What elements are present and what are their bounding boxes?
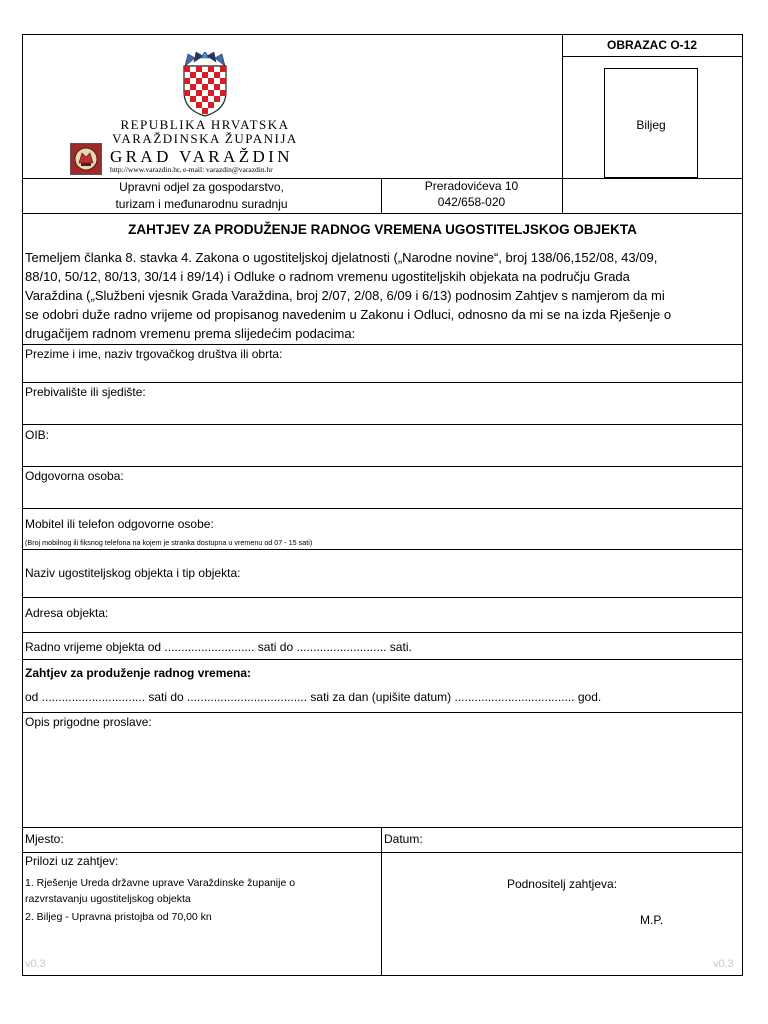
- applicant-signature-area[interactable]: [390, 895, 735, 955]
- row-line: [22, 549, 743, 550]
- form-code: OBRAZAC O-12: [606, 38, 697, 52]
- attachment-item-1b: razvrstavanju ugostiteljskog objekta: [25, 893, 191, 905]
- header-county: VARAŽDINSKA ŽUPANIJA: [112, 131, 298, 146]
- city-emblem-icon: [70, 143, 102, 175]
- header-web: http://www.varazdin.hr, e-mail: varazdin@varazdin.hr: [110, 165, 273, 174]
- field-extension-line[interactable]: od ............................... sati do .................................... sati za dan (upišite datum) .................................... god.: [25, 690, 602, 704]
- field-residence-label: Prebivalište ili sjedište:: [25, 385, 146, 399]
- row-line: [22, 712, 743, 713]
- header-republic: REPUBLIKA HRVATSKA: [120, 117, 290, 132]
- coat-of-arms-icon: [180, 52, 230, 118]
- department-line2: turizam i međunarodnu suradnju: [115, 197, 288, 211]
- intro-line-2: 88/10, 50/12, 80/13, 30/14 i 89/14) i Odluke o radnom vremenu ugostiteljskih objekata na području Grada: [25, 269, 630, 284]
- field-residence-input[interactable]: [23, 403, 742, 424]
- field-place-label: Mjesto:: [25, 832, 64, 846]
- field-description-input[interactable]: [23, 733, 742, 826]
- row-line: [22, 508, 743, 509]
- field-phone-input[interactable]: [420, 512, 742, 532]
- row-line: [22, 632, 743, 633]
- intro-line-3: Varaždina („Službeni vjesnik Grada Varaždina, broj 2/07, 2/08, 6/09 i 6/13) podnosim Zahtjev s namjerom da mi: [25, 288, 665, 303]
- field-name-input[interactable]: [23, 365, 742, 382]
- field-venue-input[interactable]: [300, 553, 742, 595]
- attachment-item-2: 2. Biljeg - Upravna pristojba od 70,00 kn: [25, 911, 212, 923]
- intro-line-5: drugačijem radnom vremenu prema slijedećim podacima:: [25, 326, 356, 341]
- row-line: [22, 382, 743, 383]
- header-divider: [562, 35, 563, 213]
- field-oib-input[interactable]: [23, 446, 742, 466]
- department-line1: Upravni odjel za gospodarstvo,: [119, 180, 284, 194]
- row-line: [22, 659, 743, 660]
- form-title: ZAHTJEV ZA PRODUŽENJE RADNOG VREMENA UGOSTITELJSKOG OBJEKTA: [128, 222, 637, 237]
- attachment-item-1a: 1. Rješenje Ureda državne uprave Varaždinske županije o: [25, 877, 296, 889]
- field-date-label: Datum:: [384, 832, 423, 846]
- field-venue-address-label: Adresa objekta:: [25, 606, 109, 620]
- field-name-label: Prezime i ime, naziv trgovačkog društva ili obrta:: [25, 347, 283, 361]
- field-hours[interactable]: Radno vrijeme objekta od ........................... sati do ........................... sati.: [25, 640, 412, 654]
- field-description-label: Opis prigodne proslave:: [25, 715, 152, 729]
- row-line: [22, 852, 743, 853]
- stamp-box-label: Biljeg: [636, 118, 666, 132]
- field-extension-title: Zahtjev za produženje radnog vremena:: [25, 666, 252, 680]
- field-venue-label: Naziv ugostiteljskog objekta i tip objekta:: [25, 566, 241, 580]
- row-line: [22, 344, 743, 345]
- applicant-label: Podnositelj zahtjeva:: [506, 877, 618, 891]
- intro-line-4: se odobri duže radno vrijeme od propisanog navedenim u Zakonu i Odluci, odnosno da mi se na izda Rješenje o: [25, 307, 672, 322]
- row-line: [22, 827, 743, 828]
- row-line: [22, 466, 743, 467]
- header-city: GRAD VARAŽDIN: [110, 147, 293, 166]
- field-date-input[interactable]: [432, 829, 741, 851]
- version-left: v0.3: [25, 958, 46, 970]
- field-responsible-input[interactable]: [23, 487, 742, 508]
- attachments-title: Prilozi uz zahtjev:: [25, 854, 119, 868]
- version-right: v0.3: [713, 958, 734, 970]
- field-oib-label: OIB:: [25, 428, 50, 442]
- field-venue-address-input[interactable]: [130, 600, 742, 630]
- intro-line-1: Temeljem članka 8. stavka 4. Zakona o ugostiteljskoj djelatnosti („Narodne novine“, broj 138/06,152/08, 43/09,: [25, 250, 658, 265]
- address-phone: 042/658-020: [437, 195, 506, 209]
- place-date-divider: [381, 827, 382, 976]
- form-code-underline: [562, 56, 742, 57]
- field-responsible-label: Odgovorna osoba:: [25, 469, 124, 483]
- field-place-input[interactable]: [72, 829, 378, 851]
- field-phone-note: (Broj mobilnog ili fiksnog telefona na kojem je stranka dostupna u vremenu od 07 - 15 sati): [25, 538, 313, 547]
- seal-label: M.P.: [640, 913, 664, 927]
- row-line: [22, 597, 743, 598]
- address-street: Preradovićeva 10: [424, 179, 519, 193]
- title-top-line: [22, 213, 743, 214]
- field-phone-label: Mobitel ili telefon odgovorne osobe:: [25, 517, 214, 531]
- row-line: [22, 424, 743, 425]
